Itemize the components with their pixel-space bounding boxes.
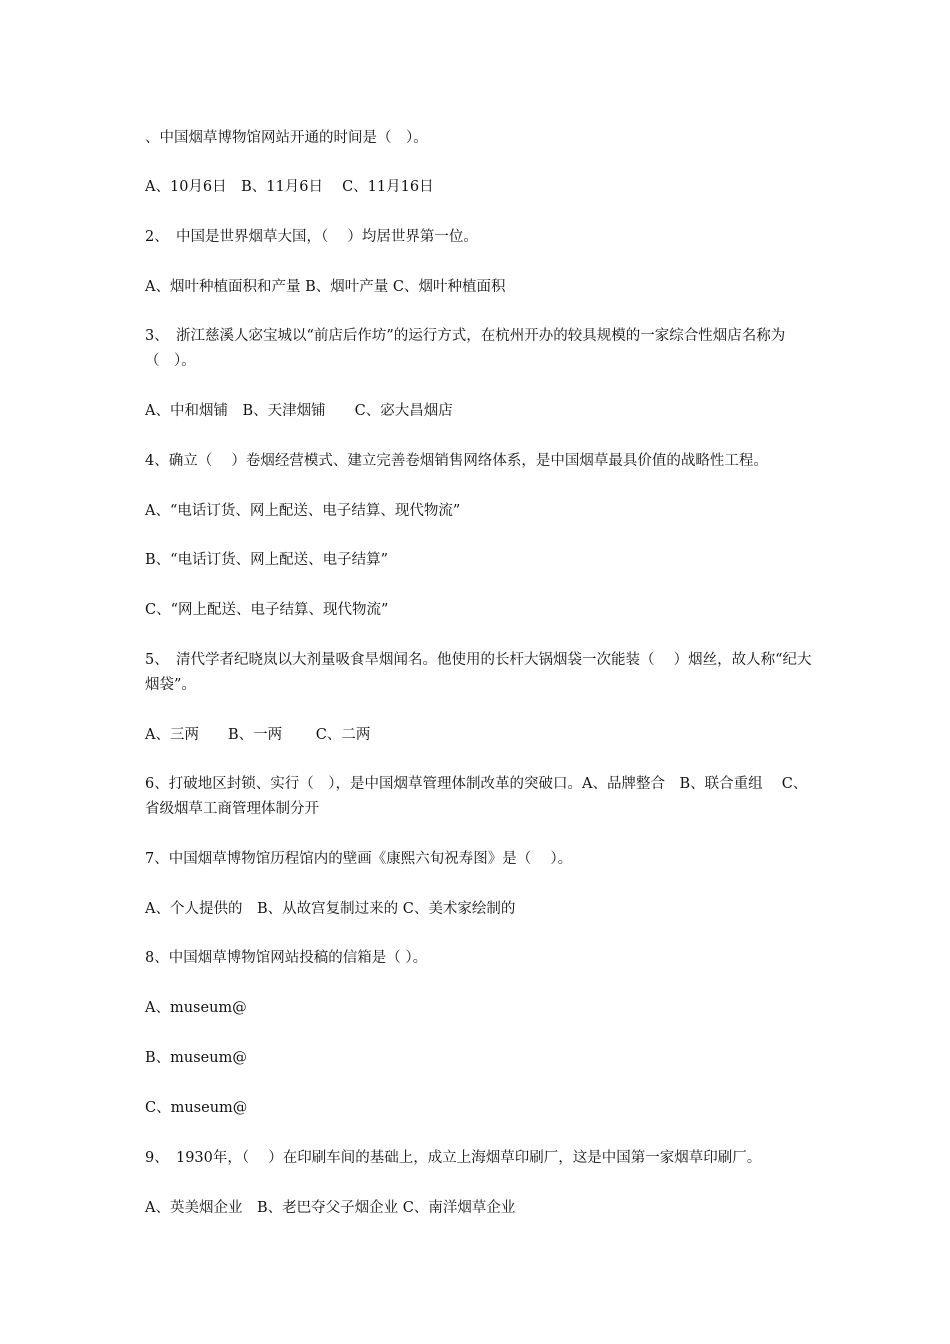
question-1-text: 、中国烟草博物馆网站开通的时间是（ ）。	[145, 130, 428, 146]
question-8-option-a: A、museum@	[145, 1000, 247, 1016]
question-2-text: 2、 中国是世界烟草大国，（ ）均居世界第一位。	[145, 229, 478, 245]
question-4-option-a: A、“电话订货、网上配送、电子结算、现代物流”	[145, 503, 461, 519]
question-5-options: A、三两 B、一两 C、二两	[145, 727, 371, 743]
question-9-text: 9、 1930年，（ ）在印刷车间的基础上，成立上海烟草印刷厂，这是中国第一家烟草印刷厂。	[145, 1150, 762, 1166]
question-8-option-b: B、museum@	[145, 1050, 247, 1066]
question-5-text: 5、 清代学者纪晓岚以大剂量吸食旱烟闻名。他使用的长杆大锅烟袋一次能装（ ）烟丝，故人称“纪大烟袋”。	[145, 652, 812, 693]
question-4-option-b: B、“电话订货、网上配送、电子结算”	[145, 552, 388, 568]
question-4-option-c: C、“网上配送、电子结算、现代物流”	[145, 602, 389, 618]
question-3-text: 3、 浙江慈溪人宓宝城以“前店后作坊”的运行方式，在杭州开办的较具规模的一家综合性烟店名称为（ ）。	[145, 328, 786, 369]
question-3-options: A、中和烟铺 B、天津烟铺 C、宓大昌烟店	[145, 403, 453, 419]
question-9-options: A、英美烟企业 B、老巴夺父子烟企业 C、南洋烟草企业	[145, 1200, 516, 1216]
question-7-text: 7、中国烟草博物馆历程馆内的壁画《康熙六旬祝寿图》是（ ）。	[145, 851, 573, 867]
question-4-text: 4、确立（ ）卷烟经营模式、建立完善卷烟销售网络体系，是中国烟草最具价值的战略性工程。	[145, 453, 768, 469]
question-1-options: A、10月6日 B、11月6日 C、11月16日	[145, 179, 434, 195]
question-8-option-c: C、museum@	[145, 1100, 248, 1116]
question-7-options: A、个人提供的 B、从故宫复制过来的 C、美术家绘制的	[145, 901, 516, 917]
question-2-options: A、烟叶种植面积和产量 B、烟叶产量 C、烟叶种植面积	[145, 279, 506, 295]
question-6-text: 6、打破地区封锁、实行（ ），是中国烟草管理体制改革的突破口。A、品牌整合 B、联合重组 C、省级烟草工商管理体制分开	[145, 776, 808, 817]
question-8-text: 8、中国烟草博物馆网站投稿的信箱是（ ）。	[145, 950, 428, 966]
